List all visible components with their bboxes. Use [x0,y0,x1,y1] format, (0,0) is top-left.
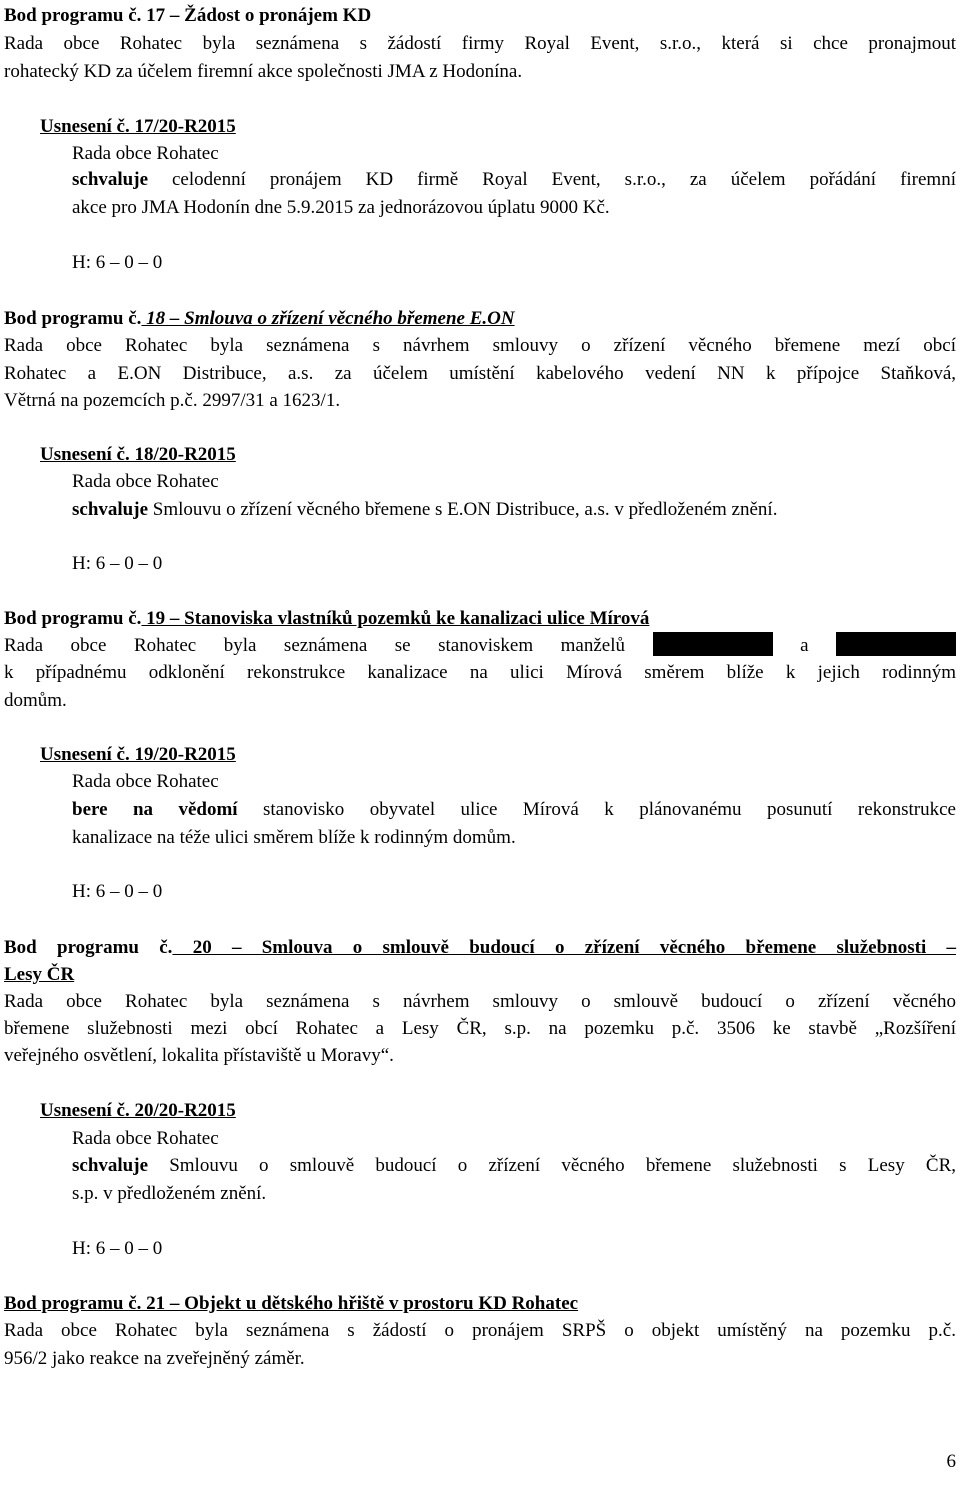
item-20-heading-title: 20 – Smlouva o smlouvě budoucí o zřízení věcného břemene služebnosti – [172,937,956,958]
item-17-decision-line-1 [72,166,956,194]
item-19-decision-line-2: kanalizace na téže ulici směrem blíže k rodinným domům. [72,827,516,848]
item-17-body-line-1: Rada obce Rohatec byla seznámena s žádostí firmy Royal Event, s.r.o., která si chce pronajmout [4,33,956,54]
item-19-heading [4,605,956,633]
item-19-body-start: Rada obce Rohatec byla seznámena se stanoviskem manželů [4,635,626,656]
item-20-council: Rada obce Rohatec [72,1128,219,1149]
item-18-heading [4,305,956,333]
item-20-heading-line-2: Lesy ČR [4,964,75,985]
item-18-body-line-1: Rada obce Rohatec byla seznámena s návrhem smlouvy o zřízení věcného břemene mezí obcí [4,335,956,356]
item-20-decision-line-2: s.p. v předloženém znění. [72,1183,267,1204]
item-18-body-line-2: Rohatec a E.ON Distribuce, a.s. za účelem umístění kabelového vedení NN k přípojce Staňková, [4,363,956,384]
item-20-verb: schvaluje [72,1155,148,1176]
item-17-body-line-2: rohatecký KD za účelem firemní akce společnosti JMA z Hodonína. [4,61,523,82]
item-19-verb: bere na vědomí [72,799,238,820]
item-20-decision-line-1 [72,1152,956,1180]
item-19-council: Rada obce Rohatec [72,771,219,792]
item-20-body-line-2: břemene služebnosti mezi obcí Rohatec a Lesy ČR, s.p. na pozemku p.č. 3506 ke stavbě „Rozšíření [4,1018,956,1039]
item-18-heading-prefix: Bod programu č. [4,308,142,329]
item-18-decision-line-1 [72,496,956,524]
item-21-heading-title: 21 – Objekt u dětského hřiště v prostoru KD Rohatec [141,1293,579,1314]
item-18-resolution-label: Usnesení č. 18/20-R2015 [40,444,236,465]
item-18-decision-text: Smlouvu o zřízení věcného břemene s E.ON Distribuce, a.s. v předloženém znění. [148,499,778,520]
item-20-vote: H: 6 – 0 – 0 [72,1238,163,1259]
item-19-body-line-2: k případnému odklonění rekonstrukce kanalizace na ulici Mírová směrem blíže k jejich rodinným [4,662,956,683]
item-21-heading-prefix: Bod programu č. [4,1293,142,1314]
item-19-decision-text: stanovisko obyvatel ulice Mírová k plánovanému posunutí rekonstrukce [237,799,956,820]
item-19-resolution-label: Usnesení č. 19/20-R2015 [40,744,236,765]
item-20-body-line-3: veřejného osvětlení, lokalita přístaviště u Moravy“. [4,1045,394,1066]
item-21-body-line-1: Rada obce Rohatec byla seznámena s žádostí o pronájem SRPŠ o objekt umístěný na pozemku p.č. [4,1320,956,1341]
item-17-decision-line-2: akce pro JMA Hodonín dne 5.9.2015 za jednorázovou úplatu 9000 Kč. [72,197,610,218]
item-19-body-mid: a [800,635,809,656]
item-20-heading-line-1 [4,934,956,962]
item-19-decision-line-1 [72,796,956,824]
page-number: 6 [946,1451,956,1472]
item-19-heading-prefix: Bod programu č. [4,608,142,629]
item-17-heading: Bod programu č. 17 – Žádost o pronájem KD [4,5,372,26]
item-17-verb: schvaluje [72,169,148,190]
item-19-vote: H: 6 – 0 – 0 [72,881,163,902]
item-17-council: Rada obce Rohatec [72,143,219,164]
item-18-body-line-3: Větrná na pozemcích p.č. 2997/31 a 1623/1. [4,390,341,411]
item-20-heading-prefix: Bod programu č. [4,937,173,958]
redaction-bar-1 [653,632,773,656]
item-18-heading-title: 18 – Smlouva o zřízení věcného břemene E.ON [141,308,515,329]
item-17-resolution-label: Usnesení č. 17/20-R2015 [40,116,236,137]
item-19-body-line-3: domům. [4,690,67,711]
redaction-bar-2 [836,632,956,656]
item-17-decision-text: celodenní pronájem KD firmě Royal Event, s.r.o., za účelem pořádání firemní [148,169,956,190]
item-19-heading-title: 19 – Stanoviska vlastníků pozemků ke kanalizaci ulice Mírová [141,608,650,629]
item-21-heading [4,1290,956,1318]
item-17-vote: H: 6 – 0 – 0 [72,252,163,273]
item-21-body-line-2: 956/2 jako reakce na zveřejněný záměr. [4,1348,305,1369]
item-19-body-line-1 [4,632,956,660]
item-18-council: Rada obce Rohatec [72,471,219,492]
item-20-body-line-1: Rada obce Rohatec byla seznámena s návrhem smlouvy o smlouvě budoucí o zřízení věcného [4,991,956,1012]
item-20-decision-text: Smlouvu o smlouvě budoucí o zřízení věcného břemene služebnosti s Lesy ČR, [148,1155,956,1176]
item-18-vote: H: 6 – 0 – 0 [72,553,163,574]
item-20-resolution-label: Usnesení č. 20/20-R2015 [40,1100,236,1121]
item-18-verb: schvaluje [72,499,148,520]
